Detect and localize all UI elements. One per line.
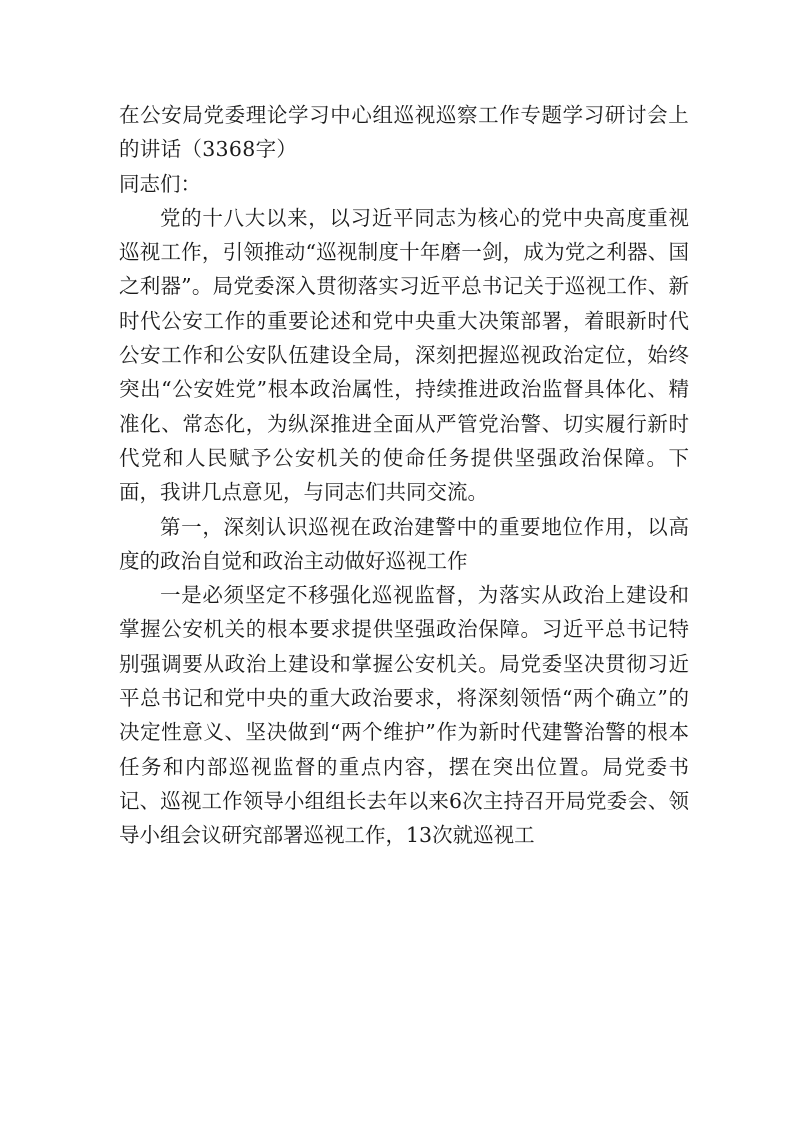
paragraph-point-1: 一是必须坚定不移强化巡视监督，为落实从政治上建设和掌握公安机关的根本要求提供坚强政治保障。习近平总书记特别强调要从政治上建设和掌握公安机关。局党委坚决贯彻习近平总书记和党中央的重大政治要求，将深刻领悟“两个确立”的决定性意义、坚决做到“两个维护”作为新时代建警治警的根本任务和内部巡视监督的重点内容，摆在突出位置。局党委书记、巡视工作领导小组组长去年以来6次主持召开局党委会、领导小组会议研究部署巡视工作，13次就巡视工 <box>119 583 689 848</box>
paragraph-intro: 党的十八大以来，以习近平同志为核心的党中央高度重视巡视工作，引领推动“巡视制度十年磨一剑，成为党之利器、国之利器”。局党委深入贯彻落实习近平总书记关于巡视工作、新时代公安工作的重要论述和党中央重大决策部署，着眼新时代公安工作和公安队伍建设全局，深刻把握巡视政治定位，始终突出“公安姓党”根本政治属性，持续推进政治监督具体化、精准化、常态化，为纵深推进全面从严管党治警、切实履行新时代党和人民赋予公安机关的使命任务提供坚强政治保障。下面，我讲几点意见，与同志们共同交流。 <box>119 205 689 505</box>
document-body <box>119 98 689 853</box>
section-heading-1: 第一，深刻认识巡视在政治建警中的重要地位作用，以高度的政治自觉和政治主动做好巡视工作 <box>119 514 689 573</box>
document-title: 在公安局党委理论学习中心组巡视巡察工作专题学习研讨会上的讲话（3368字） <box>119 103 689 162</box>
salutation: 同志们： <box>119 171 201 196</box>
